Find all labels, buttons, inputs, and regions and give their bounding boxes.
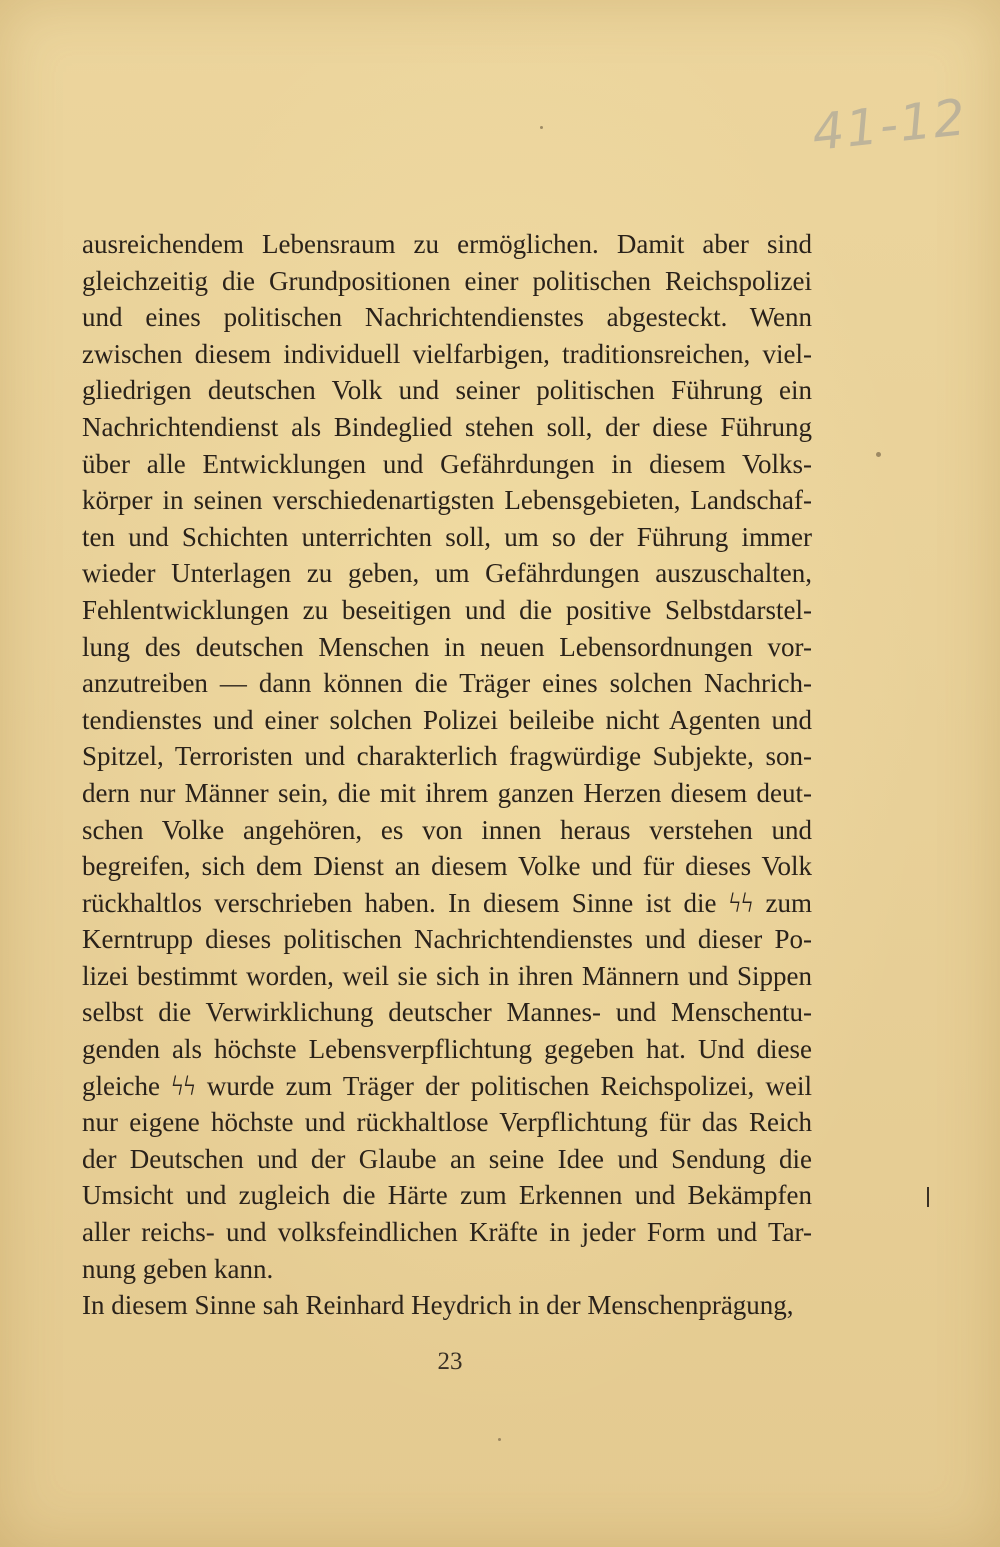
text-line: körper in seinen verschiedenartigsten Lebensgebieten, Landschaf- [82,485,812,516]
text-line: gliedrigen deutschen Volk und seiner politischen Führung ein [82,375,812,406]
text-line: begreifen, sich dem Dienst an diesem Volke und für dieses Volk [82,851,812,882]
paper-speck [540,126,543,129]
text-line: zwischen diesem individuell vielfarbigen, traditionsreichen, viel- [82,338,812,369]
text-line: aller reichs- und volksfeindlichen Kräfte in jeder Form und Tar- [82,1217,812,1248]
text-line: der Deutschen und der Glaube an seine Idee und Sendung die [82,1143,812,1174]
text-line: ausreichendem Lebensraum zu ermöglichen. Damit aber sind [82,229,812,259]
text-line: Spitzel, Terroristen und charakterlich fragwürdige Subjekte, son- [82,741,812,772]
text-line: und eines politischen Nachrichtendienstes abgesteckt. Wenn [82,302,812,333]
text-line: genden als höchste Lebensverpflichtung gegeben hat. Und diese [82,1034,812,1065]
text-line: tendienstes und einer solchen Polizei beileibe nicht Agenten und [82,704,812,735]
text-line: rückhaltlos verschrieben haben. In diesem Sinne ist die ϟϟ zum [82,887,812,918]
text-line: wieder Unterlagen zu geben, um Gefährdungen auszuschalten, [82,558,812,589]
text-line: gleiche ϟϟ wurde zum Träger der politischen Reichspolizei, weil [82,1070,812,1101]
paper-speck [876,452,881,457]
text-line: Nachrichtendienst als Bindeglied stehen soll, der diese Führung [82,411,812,442]
page-number: 23 [437,1348,463,1375]
margin-mark [927,1187,929,1207]
paper-speck [498,1438,501,1441]
text-line: selbst die Verwirklichung deutscher Mannes- und Menschentu- [82,997,812,1028]
text-line: ten und Schichten unterrichten soll, um so der Führung immer [82,521,812,552]
text-line: über alle Entwicklungen und Gefährdungen in diesem Volks- [82,448,812,479]
text-line: gleichzeitig die Grundpositionen einer politischen Reichspolizei [82,265,812,296]
text-line: nur eigene höchste und rückhaltlose Verpflichtung für das Reich [82,1107,812,1138]
text-line: anzutreiben — dann können die Träger eines solchen Nachrich- [82,668,812,699]
text-line: schen Volke angehören, es von innen heraus verstehen und [82,814,812,845]
text-line: dern nur Männer sein, die mit ihrem ganzen Herzen diesem deut- [82,777,812,808]
text-line: lung des deutschen Menschen in neuen Lebensordnungen vor- [82,631,812,662]
text-line: Fehlentwicklungen zu beseitigen und die positive Selbstdarstel- [82,594,812,625]
text-line: Kerntrupp dieses politischen Nachrichtendienstes und dieser Po- [82,924,812,955]
text-line: lizei bestimmt worden, weil sie sich in ihren Männern und Sippen [82,960,812,991]
text-line: nung geben kann. [82,1253,274,1284]
handwritten-archive-mark: 41-12 [809,88,970,162]
text-line: Umsicht und zugleich die Härte zum Erkennen und Bekämpfen [82,1180,812,1211]
text-line: In diesem Sinne sah Reinhard Heydrich in der Menschenprägung, [82,1290,794,1321]
body-text [82,226,812,1324]
